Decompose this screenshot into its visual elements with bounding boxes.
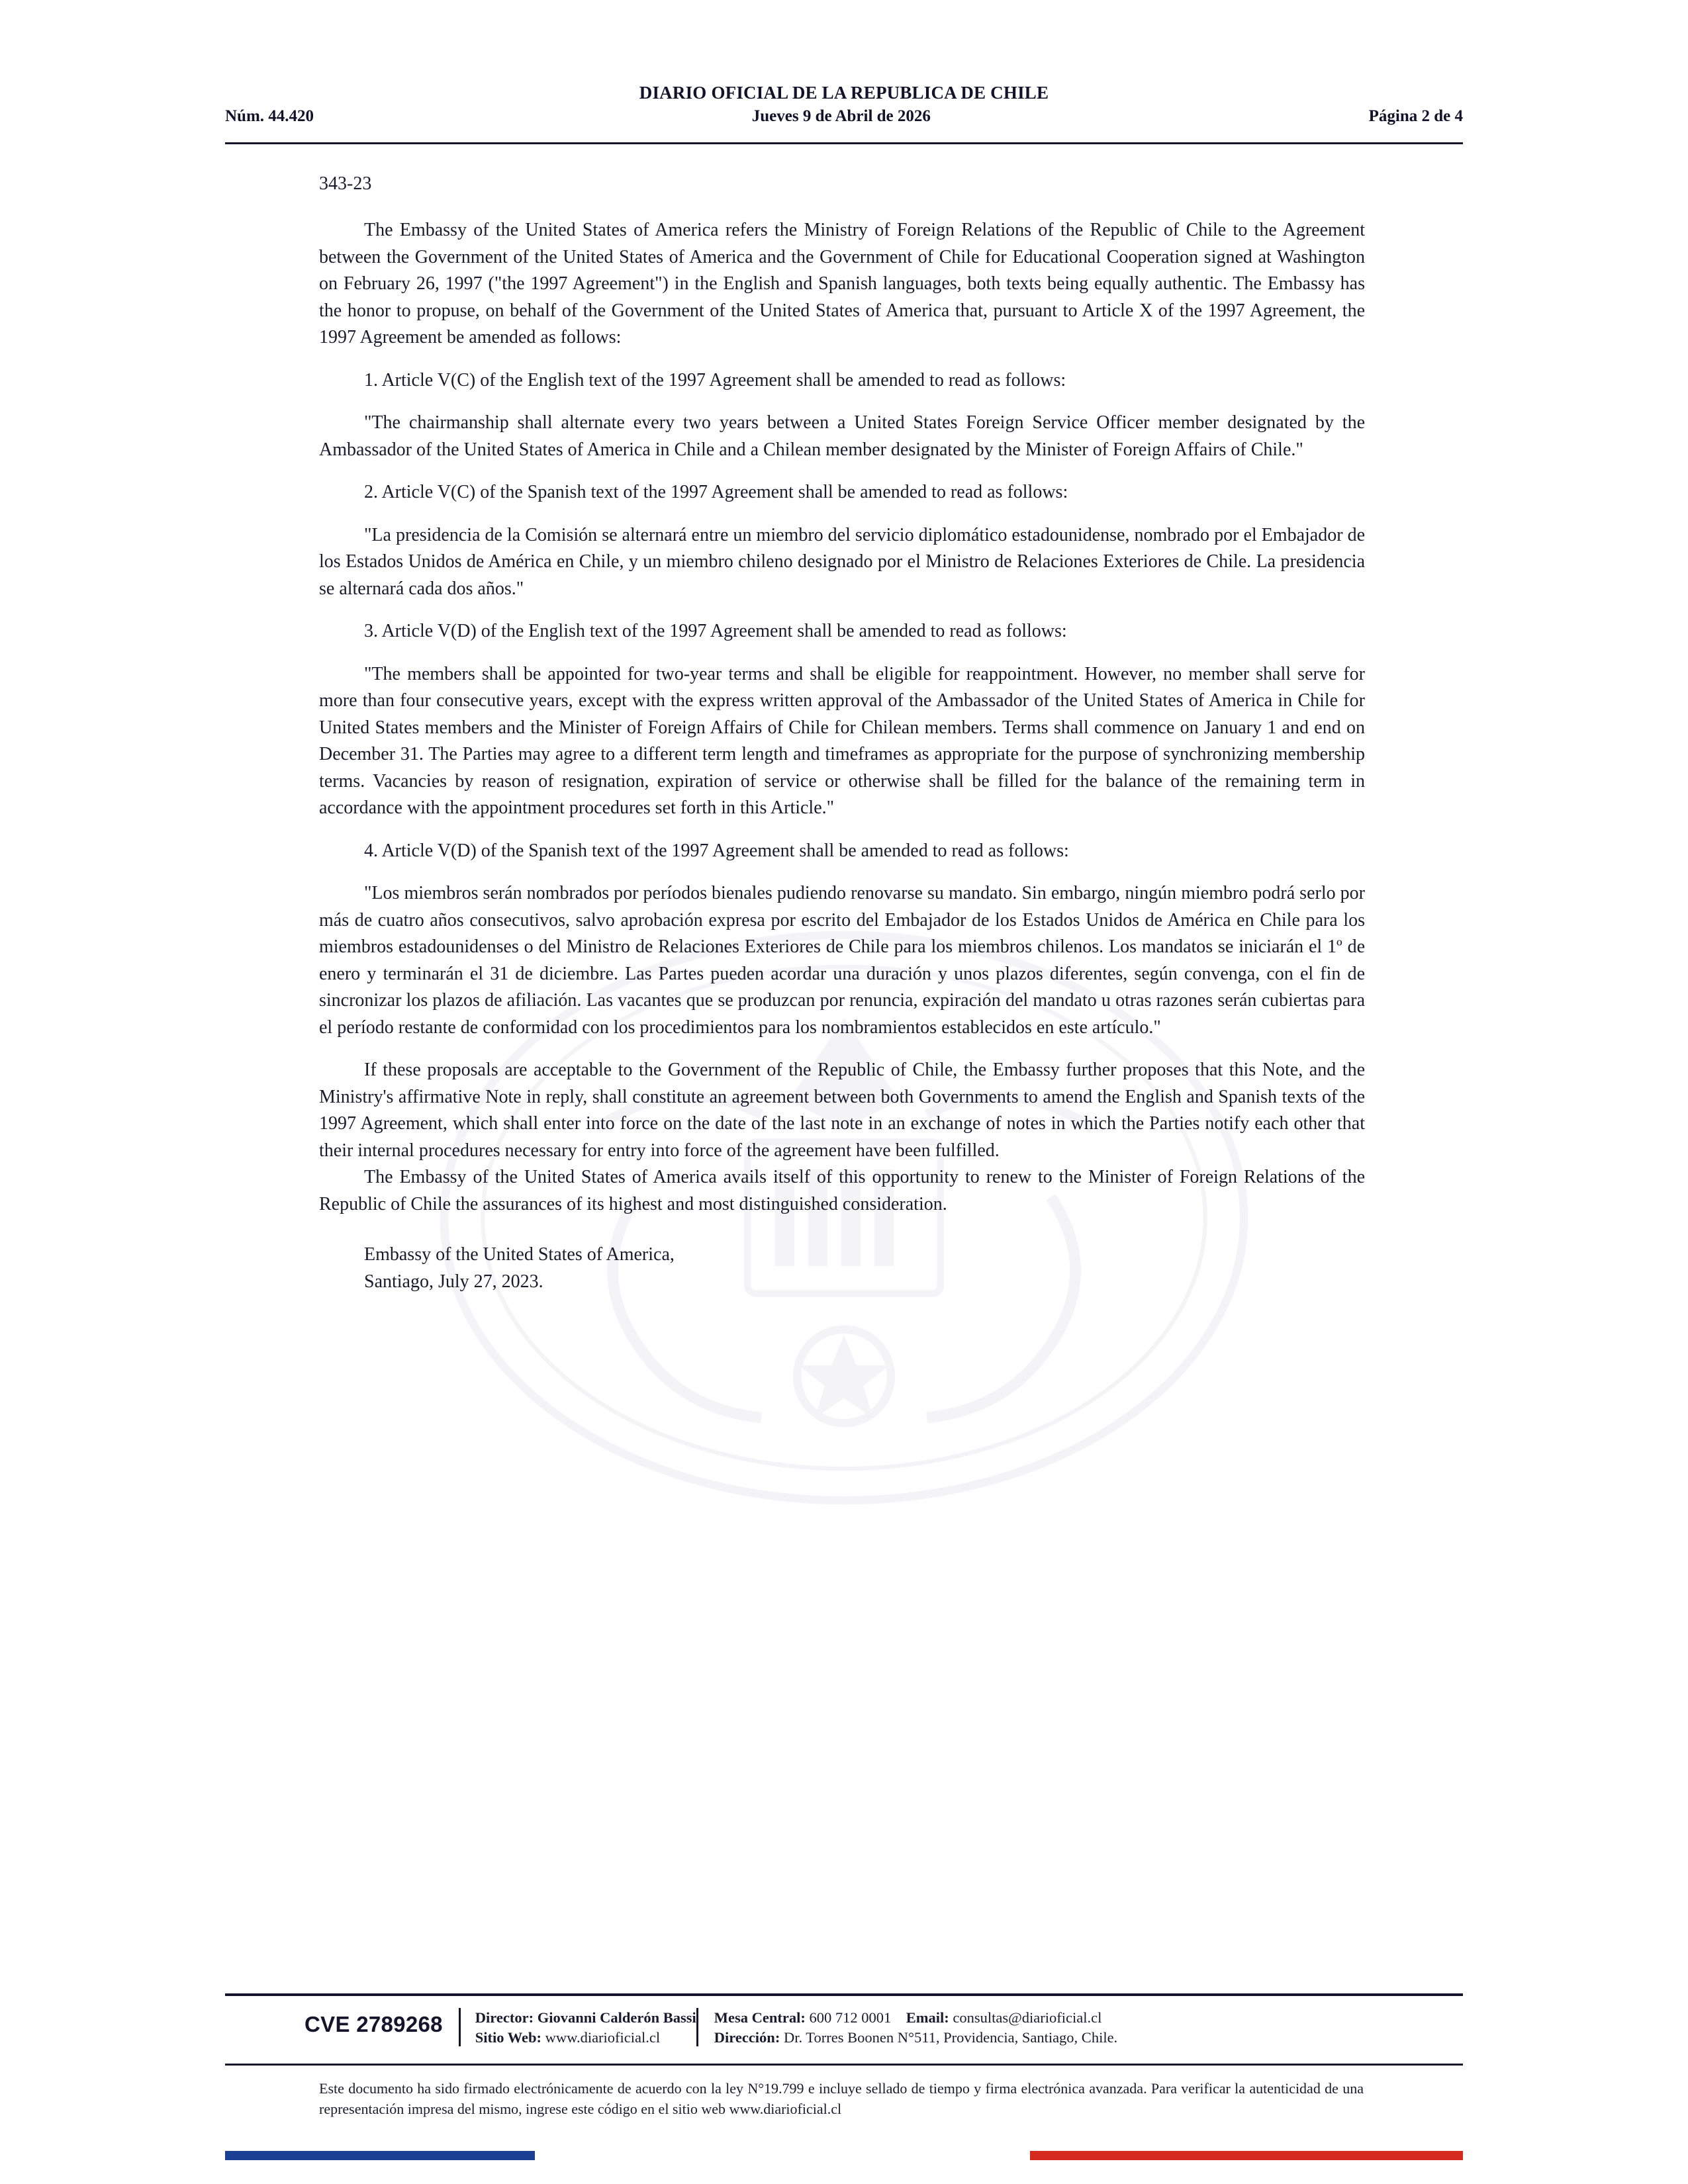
flag-segment-red [1030,2151,1464,2160]
paragraph: 2. Article V(C) of the Spanish text of the 1997 Agreement shall be amended to read as follows: [364,482,1068,502]
footer-divider-top [225,1993,1463,1996]
paragraph: 4. Article V(D) of the Spanish text of the 1997 Agreement shall be amended to read as follows: [364,840,1069,861]
website-label: Sitio Web: [475,2029,542,2046]
footer-director-block [461,2005,696,2048]
footer-contact-block [698,2005,1117,2048]
email-value[interactable]: consultas@diarioficial.cl [953,2009,1102,2026]
paragraph: "La presidencia de la Comisión se alternará entre un miembro del servicio diplomático estadounidense, nombrado por el Embajador de los Estados Unidos de América en Chile, y un miembro chileno designado por el Ministro de Relaciones Exteriores de Chile. La presidencia se alternará cada dos años." [319,524,1365,599]
page-indicator: Página 2 de 4 [1368,107,1463,125]
phone-label: Mesa Central: [714,2009,806,2026]
flag-segment-blue [225,2151,535,2160]
signature-line-2: Santiago, July 27, 2023. [364,1271,543,1292]
flag-bar [225,2151,1463,2160]
paragraph: 1. Article V(C) of the English text of the 1997 Agreement shall be amended to read as follows: [364,369,1066,390]
paragraph: "The chairmanship shall alternate every two years between a United States Foreign Service Officer member designated by the Ambassador of the United States of America in Chile and a Chilean member designated by the Minister of Foreign Affairs of Chile." [319,412,1365,460]
page-header [225,83,1463,126]
header-divider [225,142,1463,144]
document-number: 343-23 [319,173,372,194]
cve-code: CVE 2789268 [305,2012,443,2036]
paragraph: "Los miembros serán nombrados por períodos bienales pudiendo renovarse su mandato. Sin embargo, ningún miembro podrá serlo por más de cuatro años consecutivos, salvo aprobación expresa por escrito del Embajador de los Estados Unidos de América en Chile para los miembros estadounidenses o del Ministro de Relaciones Exteriores de Chile para los miembros chilenos. Los mandatos se iniciarán el 1º de enero y terminarán el 31 de diciembre. Las Partes pueden acordar una duración y unos plazos diferentes, según convenga, con el fin de sincronizar los plazos de afiliación. Las vacantes que se produzcan por renuncia, expiración del mandato u otras razones serán cubiertas para el período restante de conformidad con los procedimientos para los nombramientos establecidos en este artículo." [319,883,1365,1038]
flag-segment-white [535,2151,1030,2160]
paragraph: The Embassy of the United States of America avails itself of this opportunity to renew to the Minister of Foreign Relations of the Republic of Chile the assurances of its highest and most distinguished consideration. [319,1167,1365,1214]
publication-title: DIARIO OFICIAL DE LA REPUBLICA DE CHILE [639,83,1049,103]
issue-date: Jueves 9 de Abril de 2026 [751,107,931,125]
page-footer [225,2005,1463,2048]
director-label: Director: [475,2009,534,2026]
address-value: Dr. Torres Boonen N°511, Providencia, Santiago, Chile. [783,2029,1118,2046]
paragraph: The Embassy of the United States of America refers the Ministry of Foreign Relations of the Republic of Chile to the Agreement between the Government of the United States of America and the Government of Chile for Educational Cooperation signed at Washington on February 26, 1997 ("the 1997 Agreement") in the English and Spanish languages, both texts being equally authentic. The Embassy has the honor to propuse, on behalf of the Government of the United States of America that, pursuant to Article X of the 1997 Agreement, the 1997 Agreement be amended as follows: [319,220,1365,347]
issue-number: Núm. 44.420 [225,107,314,125]
footer-divider-bottom [225,2064,1463,2066]
signature-line-1: Embassy of the United States of America, [364,1244,675,1265]
signature-block [319,1242,1365,1295]
phone-value: 600 712 0001 [809,2009,892,2026]
email-label: Email: [906,2009,949,2026]
address-label: Dirección: [714,2029,780,2046]
paragraph: If these proposals are acceptable to the Government of the Republic of Chile, the Embassy further proposes that this Note, and the Ministry's affirmative Note in reply, shall constitute an agreement between both Governments to amend the English and Spanish texts of the 1997 Agreement, which shall enter into force on the date of the last note in an exchange of notes in which the Parties notify each other that their internal procedures necessary for entry into force of the agreement have been fulfilled. [319,1060,1365,1161]
director-value: Giovanni Calderón Bassi [537,2009,696,2026]
paragraph: "The members shall be appointed for two-year terms and shall be eligible for reappointment. However, no member shall serve for more than four consecutive years, except with the express written approval of the Ambassador of the United States of America in Chile for United States members and the Minister of Foreign Affairs of Chile for Chilean members. Terms shall commence on January 1 and end on December 31. The Parties may agree to a different term length and timeframes as appropriate for the purpose of synchronizing membership terms. Vacancies by reason of resignation, expiration of service or otherwise shall be filled for the balance of the remaining term in accordance with the appointment procedures set forth in this Article." [319,663,1365,818]
website-value[interactable]: www.diarioficial.cl [545,2029,661,2046]
document-body [319,173,1365,1295]
legal-notice: Este documento ha sido firmado electrónicamente de acuerdo con la ley N°19.799 e incluye sellado de tiempo y firma electrónica avanzada. Para verificar la autenticidad de una representación impresa del mismo, ingrese este código en el sitio web www.diarioficial.cl [319,2080,1364,2117]
paragraph: 3. Article V(D) of the English text of the 1997 Agreement shall be amended to read as follows: [364,621,1067,641]
